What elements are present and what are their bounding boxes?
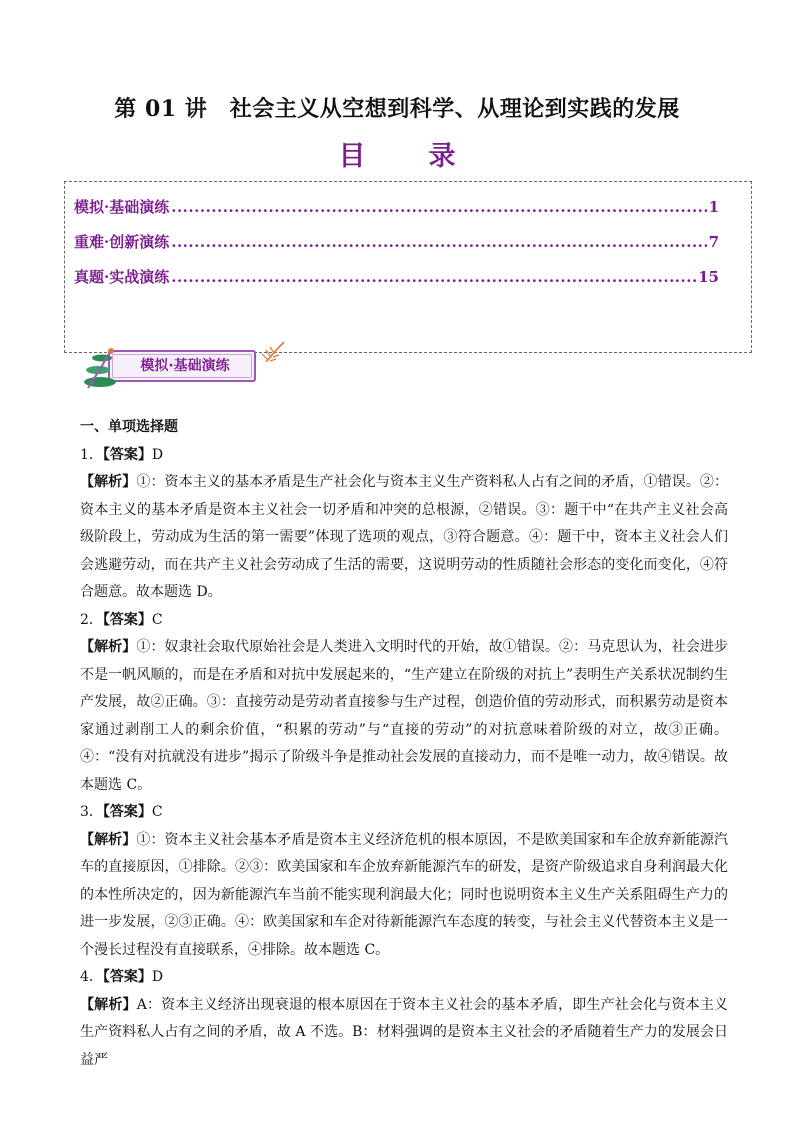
answer-value: D (151, 969, 164, 985)
question-analysis-4 (80, 992, 728, 1075)
toc-entry-3[interactable] (74, 266, 719, 292)
analysis-tag: 【解析】 (80, 639, 137, 655)
analysis-text: ①：资本主义的基本矛盾是生产社会化与资本主义生产资料私人占有之间的矛盾，①错误。②：资本主义的基本矛盾是资本主义社会一切矛盾和冲突的总根源，②错误。③：题干中“在共产主义社会高级阶段上，劳动成为生活的第一需要”体现了选项的观点，③符合题意。④：题干中，资本主义社会人们会逃避劳动，而在共产主义社会劳动成了生活的需要，这说明劳动的性质随社会形态的变化而变化，④符合题意。故本题选 D。 (80, 474, 729, 600)
answer-content (80, 414, 728, 1074)
analysis-text: ①：奴隶社会取代原始社会是人类进入文明时代的开始，故①错误。②：马克思认为，社会进步不是一帆风顺的，而是在矛盾和对抗中发展起来的，“生产建立在阶级的对抗上”表明生产关系状况制约生产发展，故②正确。③：直接劳动是劳动者直接参与生产过程，创造价值的劳动形式，而积累劳动是资本家通过剥削工人的剩余价值，“积累的劳动”与“直接的劳动”的对抗意味着阶级的对立，故③正确。④：“没有对抗就没有进步”揭示了阶级斗争是推动社会发展的直接动力，而不是唯一动力，故④错误。故本题选 C。 (80, 639, 729, 793)
toc-entry-label: 真题·实战演练 (74, 268, 170, 286)
question-answer-4 (80, 964, 728, 992)
question-number: 4． (80, 969, 103, 985)
analysis-text: ①：资本主义社会基本矛盾是资本主义经济危机的根本原因，不是欧美国家和车企放弃新能源汽车的直接原因，①排除。②③：欧美国家和车企放弃新能源汽车的研发，是资产阶级追求自身利润最大化的本性所决定的，因为新能源汽车当前不能实现利润最大化；同时也说明资本主义生产关系阻碍生产力的进一步发展，②③正确。④：欧美国家和车企对待新能源汽车态度的转变，与社会主义代替资本主义是一个漫长过程没有直接联系，④排除。故本题选 C。 (80, 831, 729, 958)
analysis-tag: 【解析】 (80, 474, 137, 490)
answer-tag: 【答案】 (102, 804, 152, 820)
toc-entry-page: 1 (708, 198, 719, 216)
question-number: 3． (80, 804, 103, 820)
section-banner (80, 340, 290, 396)
answer-tag: 【答案】 (102, 969, 152, 985)
question-analysis-1 (80, 469, 728, 607)
answer-value: C (151, 804, 163, 820)
toc-entry-1[interactable] (74, 196, 719, 222)
answer-value: D (151, 446, 164, 463)
answer-tag: 【答案】 (102, 611, 152, 628)
question-answer-3 (80, 799, 728, 827)
question-number: 1． (80, 446, 103, 463)
analysis-tag: 【解析】 (80, 996, 137, 1013)
question-answer-2 (80, 607, 728, 635)
question-analysis-3 (80, 827, 728, 965)
toc-heading: 目 录 (338, 141, 474, 172)
question-analysis-2 (80, 634, 728, 799)
banner-label: 模拟·基础演练 (140, 358, 230, 374)
answer-tag: 【答案】 (102, 446, 152, 463)
toc-entry-page: 15 (698, 268, 719, 286)
question-answer-1 (80, 442, 728, 470)
toc-box (64, 181, 752, 353)
toc-entry-page: 7 (708, 233, 719, 251)
answer-value: C (151, 611, 163, 628)
toc-leader-dots (171, 268, 696, 286)
toc-entry-label: 模拟·基础演练 (74, 198, 170, 216)
toc-entry-label: 重难·创新演练 (74, 233, 170, 251)
section-heading: 一、单项选择题 (80, 419, 178, 435)
page-title: 第 01 讲 社会主义从空想到科学、从理论到实践的发展 (114, 96, 680, 122)
question-number: 2． (80, 611, 103, 628)
toc-leader-dots (171, 198, 706, 216)
analysis-text: A：资本主义经济出现衰退的根本原因在于资本主义社会的基本矛盾，即生产社会化与资本主义生产资料私人占有之间的矛盾，故 A 不选。B：材料强调的是资本主义社会的矛盾随着生产力的发展会日益严 (80, 996, 729, 1068)
toc-entry-2[interactable] (74, 231, 719, 257)
toc-leader-dots (171, 233, 706, 251)
analysis-tag: 【解析】 (80, 831, 137, 848)
